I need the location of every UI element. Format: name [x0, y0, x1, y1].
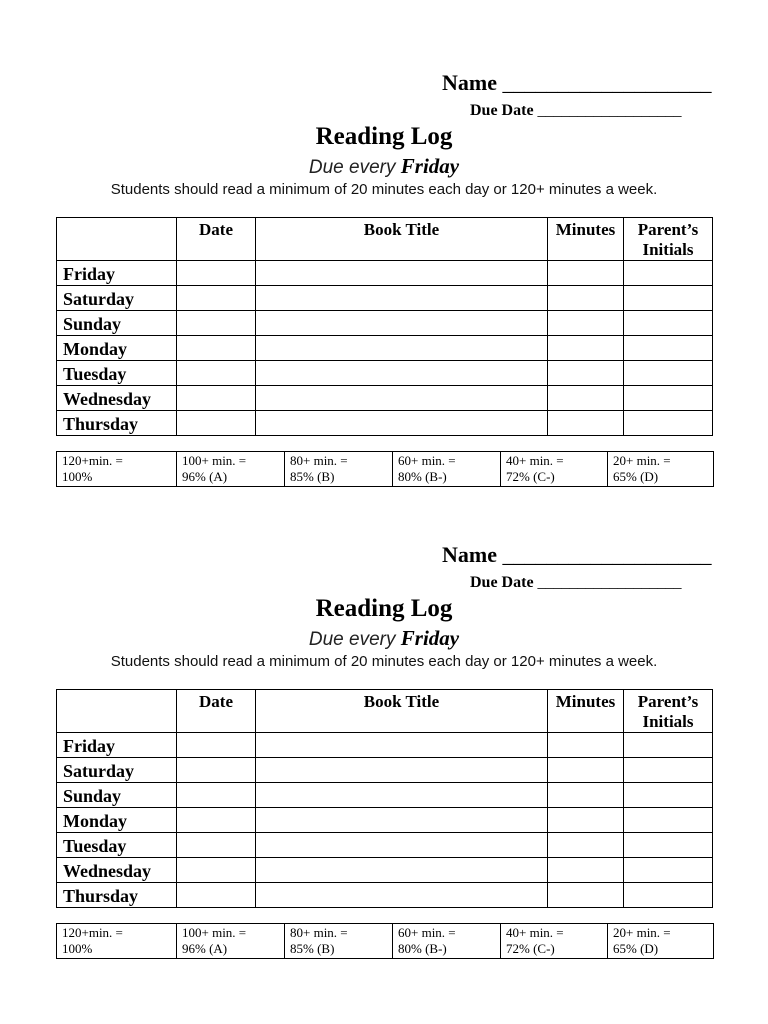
column-header-minutes: Minutes: [548, 690, 624, 733]
grade-score: 96% (A): [182, 941, 228, 956]
grade-minutes: 40+ min. =: [506, 453, 564, 468]
date-cell[interactable]: [177, 386, 256, 411]
grade-score: 85% (B): [290, 469, 335, 484]
day-label: Tuesday: [57, 361, 177, 386]
book-title-cell[interactable]: [256, 808, 548, 833]
day-label: Thursday: [57, 883, 177, 908]
minutes-cell[interactable]: [548, 833, 624, 858]
day-label: Sunday: [57, 311, 177, 336]
page-title: Reading Log: [315, 595, 453, 622]
grade-cell: [501, 924, 608, 959]
grade-minutes: 20+ min. =: [613, 925, 671, 940]
grading-scale-table: [56, 923, 714, 959]
initials-cell[interactable]: [624, 758, 713, 783]
due-date-field[interactable]: [470, 101, 682, 121]
date-cell[interactable]: [177, 261, 256, 286]
day-label: Tuesday: [57, 833, 177, 858]
initials-cell[interactable]: [624, 286, 713, 311]
book-title-cell[interactable]: [256, 386, 548, 411]
minutes-cell[interactable]: [548, 411, 624, 436]
minutes-cell[interactable]: [548, 733, 624, 758]
minutes-cell[interactable]: [548, 808, 624, 833]
reading-log-table: [56, 217, 713, 436]
book-title-cell[interactable]: [256, 733, 548, 758]
initials-cell[interactable]: [624, 311, 713, 336]
table-row: [57, 311, 713, 336]
grade-score: 80% (B-): [398, 941, 447, 956]
grade-minutes: 80+ min. =: [290, 925, 348, 940]
grade-cell: [393, 924, 501, 959]
name-label: Name: [442, 70, 497, 95]
date-cell[interactable]: [177, 311, 256, 336]
column-header-book-title: Book Title: [256, 218, 548, 261]
initials-cell[interactable]: [624, 411, 713, 436]
column-header-minutes: Minutes: [548, 218, 624, 261]
date-cell[interactable]: [177, 361, 256, 386]
grade-cell: [177, 924, 285, 959]
grade-score: 65% (D): [613, 941, 659, 956]
minutes-cell[interactable]: [548, 758, 624, 783]
column-header-book-title: Book Title: [256, 690, 548, 733]
initials-cell[interactable]: [624, 808, 713, 833]
date-cell[interactable]: [177, 411, 256, 436]
grade-minutes: 60+ min. =: [398, 925, 456, 940]
table-row: [57, 858, 713, 883]
day-label: Saturday: [57, 758, 177, 783]
book-title-cell[interactable]: [256, 336, 548, 361]
book-title-cell[interactable]: [256, 361, 548, 386]
initials-cell[interactable]: [624, 883, 713, 908]
minutes-cell[interactable]: [548, 386, 624, 411]
reading-log-sheet: [0, 0, 768, 484]
reading-log-sheet: [0, 472, 768, 956]
table-row: [57, 411, 713, 436]
minutes-cell[interactable]: [548, 311, 624, 336]
minutes-cell[interactable]: [548, 336, 624, 361]
column-header-parents-initials: Parent’s Initials: [624, 218, 713, 261]
book-title-cell[interactable]: [256, 261, 548, 286]
column-header-day: [57, 690, 177, 733]
grade-minutes: 120+min. =: [62, 453, 123, 468]
table-row: [57, 336, 713, 361]
grade-cell: [57, 924, 177, 959]
day-label: Monday: [57, 808, 177, 833]
book-title-cell[interactable]: [256, 833, 548, 858]
day-label: Friday: [57, 261, 177, 286]
grade-minutes: 60+ min. =: [398, 453, 456, 468]
name-field[interactable]: [442, 542, 711, 568]
name-blank: ___________________: [502, 70, 712, 95]
grade-score: 85% (B): [290, 941, 335, 956]
date-cell[interactable]: [177, 858, 256, 883]
book-title-cell[interactable]: [256, 783, 548, 808]
due-every-day: Friday: [400, 154, 460, 178]
grade-minutes: 120+min. =: [62, 925, 123, 940]
reading-log-table: [56, 689, 713, 908]
due-every-line: [0, 154, 768, 180]
date-cell[interactable]: [177, 758, 256, 783]
date-cell[interactable]: [177, 336, 256, 361]
grade-minutes: 100+ min. =: [182, 925, 247, 940]
grading-scale-row: [57, 924, 714, 959]
book-title-cell[interactable]: [256, 758, 548, 783]
grade-score: 100%: [62, 469, 93, 484]
day-label: Monday: [57, 336, 177, 361]
grade-score: 96% (A): [182, 469, 228, 484]
day-label: Sunday: [57, 783, 177, 808]
book-title-cell[interactable]: [256, 311, 548, 336]
date-cell[interactable]: [177, 808, 256, 833]
date-cell[interactable]: [177, 833, 256, 858]
name-blank: ___________________: [502, 542, 712, 567]
date-cell[interactable]: [177, 883, 256, 908]
day-label: Wednesday: [57, 858, 177, 883]
initials-cell[interactable]: [624, 858, 713, 883]
minutes-cell[interactable]: [548, 261, 624, 286]
initials-cell[interactable]: [624, 833, 713, 858]
grade-minutes: 40+ min. =: [506, 925, 564, 940]
due-every-prefix: Due every: [308, 629, 396, 650]
initials-cell[interactable]: [624, 733, 713, 758]
initials-cell[interactable]: [624, 261, 713, 286]
table-row: [57, 733, 713, 758]
day-label: Wednesday: [57, 386, 177, 411]
instructions: Students should read a minimum of 20 minutes each day or 120+ minutes a week.: [110, 653, 658, 670]
instructions: Students should read a minimum of 20 minutes each day or 120+ minutes a week.: [110, 181, 658, 198]
table-row: [57, 758, 713, 783]
table-row: [57, 883, 713, 908]
name-field[interactable]: [442, 70, 711, 96]
column-header-date: Date: [177, 690, 256, 733]
book-title-cell[interactable]: [256, 858, 548, 883]
date-cell[interactable]: [177, 733, 256, 758]
initials-cell[interactable]: [624, 361, 713, 386]
due-date-blank: __________________: [537, 102, 682, 119]
table-row: [57, 286, 713, 311]
minutes-cell[interactable]: [548, 361, 624, 386]
table-row: [57, 361, 713, 386]
grade-minutes: 20+ min. =: [613, 453, 671, 468]
minutes-cell[interactable]: [548, 883, 624, 908]
book-title-cell[interactable]: [256, 286, 548, 311]
table-header-row: [57, 218, 713, 261]
due-date-label: Due Date: [470, 102, 534, 119]
column-header-parents-initials: Parent’s Initials: [624, 690, 713, 733]
column-header-day: [57, 218, 177, 261]
minutes-cell[interactable]: [548, 783, 624, 808]
initials-cell[interactable]: [624, 386, 713, 411]
minutes-cell[interactable]: [548, 286, 624, 311]
grade-minutes: 100+ min. =: [182, 453, 247, 468]
table-row: [57, 783, 713, 808]
grade-minutes: 80+ min. =: [290, 453, 348, 468]
due-every-prefix: Due every: [308, 157, 396, 178]
book-title-cell[interactable]: [256, 883, 548, 908]
day-label: Thursday: [57, 411, 177, 436]
book-title-cell[interactable]: [256, 411, 548, 436]
table-row: [57, 386, 713, 411]
grade-score: 65% (D): [613, 469, 659, 484]
name-label: Name: [442, 542, 497, 567]
table-header-row: [57, 690, 713, 733]
grade-score: 72% (C-): [506, 941, 555, 956]
due-date-label: Due Date: [470, 574, 534, 591]
grade-cell: [285, 924, 393, 959]
date-cell[interactable]: [177, 783, 256, 808]
due-date-field[interactable]: [470, 573, 682, 593]
table-row: [57, 261, 713, 286]
grade-score: 80% (B-): [398, 469, 447, 484]
grade-cell: [608, 924, 714, 959]
day-label: Friday: [57, 733, 177, 758]
table-row: [57, 808, 713, 833]
date-cell[interactable]: [177, 286, 256, 311]
page-title: Reading Log: [315, 123, 453, 150]
due-date-blank: __________________: [537, 574, 682, 591]
due-every-line: [0, 626, 768, 652]
grade-score: 100%: [62, 941, 93, 956]
due-every-day: Friday: [400, 626, 460, 650]
initials-cell[interactable]: [624, 783, 713, 808]
column-header-date: Date: [177, 218, 256, 261]
table-row: [57, 833, 713, 858]
initials-cell[interactable]: [624, 336, 713, 361]
day-label: Saturday: [57, 286, 177, 311]
minutes-cell[interactable]: [548, 858, 624, 883]
grade-score: 72% (C-): [506, 469, 555, 484]
